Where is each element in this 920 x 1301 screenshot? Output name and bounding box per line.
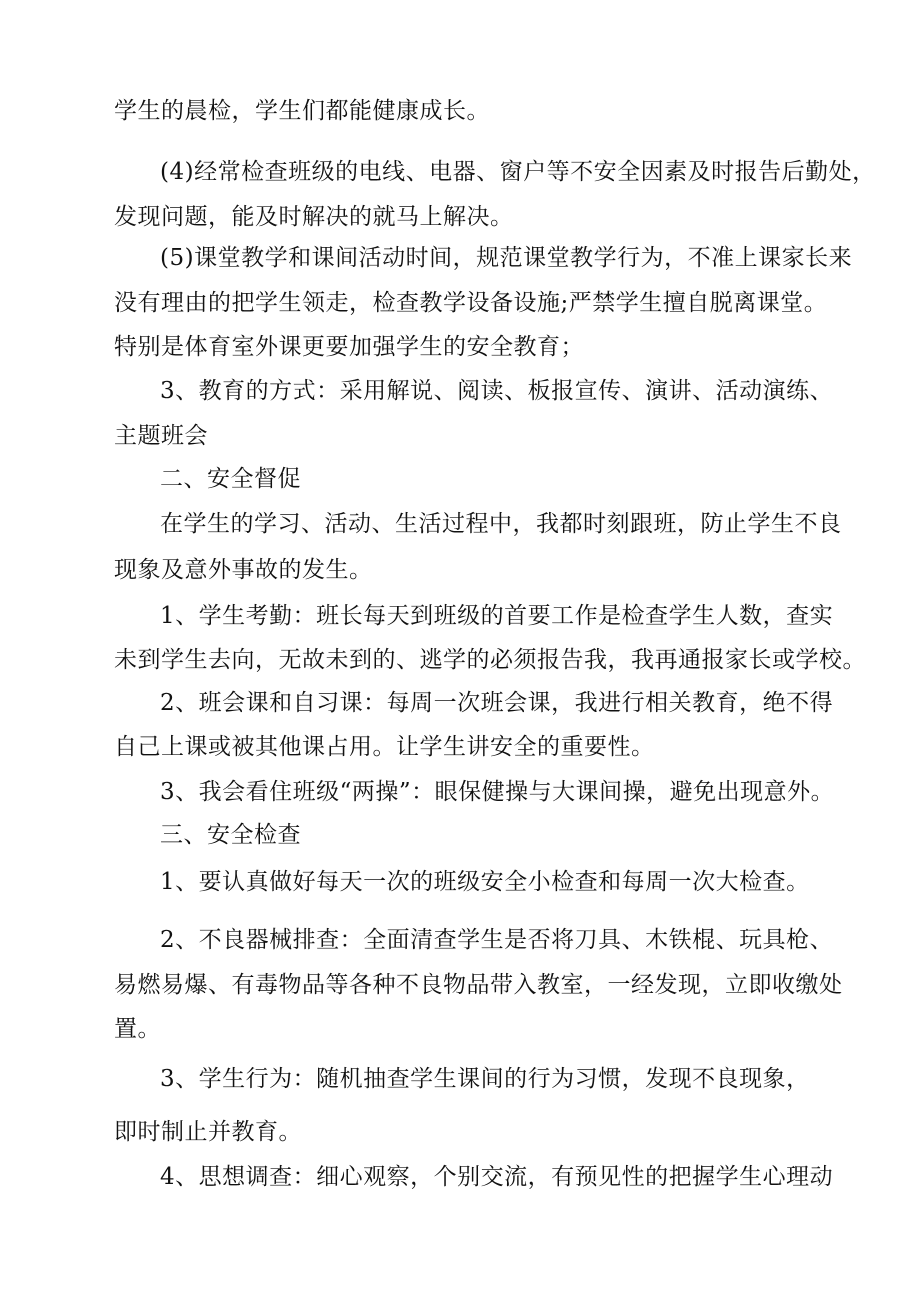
section-heading: 三、安全检查 xyxy=(160,822,301,848)
section-heading: 二、安全督促 xyxy=(160,466,301,492)
text-line: 2、班会课和自习课：每周一次班会课，我进行相关教育，绝不得 xyxy=(160,690,834,716)
text-line: 未到学生去向，无故未到的、逃学的必须报告我，我再通报家长或学校。 xyxy=(114,647,866,673)
text-line: (4)经常检查班级的电线、电器、窗户等不安全因素及时报告后勤处， xyxy=(160,159,876,185)
text-line: 没有理由的把学生领走，检查教学设备设施;严禁学生擅自脱离课堂。 xyxy=(114,290,828,316)
text-line: 易燃易爆、有毒物品等各种不良物品带入教室，一经发现，立即收缴处 xyxy=(114,972,843,998)
text-line: 3、我会看住班级“两操”：眼保健操与大课间操，避免出现意外。 xyxy=(160,779,835,805)
text-line: 学生的晨检，学生们都能健康成长。 xyxy=(114,98,490,124)
text-line: 置。 xyxy=(114,1016,161,1042)
text-line: 4、思想调查：细心观察，个别交流，有预见性的把握学生心理动 xyxy=(160,1164,834,1190)
text-line: 即时制止并教育。 xyxy=(114,1119,302,1145)
text-line: 3、教育的方式：采用解说、阅读、板报宣传、演讲、活动演练、 xyxy=(160,378,834,404)
text-line: 2、不良器械排查：全面清查学生是否将刀具、木铁棍、玩具枪、 xyxy=(160,927,834,953)
text-line: 发现问题，能及时解决的就马上解决。 xyxy=(114,204,514,230)
text-line: (5)课堂教学和课间活动时间，规范课堂教学行为，不准上课家长来 xyxy=(160,245,853,271)
text-line: 在学生的学习、活动、生活过程中，我都时刻跟班，防止学生不良 xyxy=(160,511,842,537)
text-line: 3、学生行为：随机抽查学生课间的行为习惯，发现不良现象， xyxy=(160,1066,810,1092)
text-line: 1、学生考勤：班长每天到班级的首要工作是检查学生人数，查实 xyxy=(160,603,834,629)
text-line: 特别是体育室外课更要加强学生的安全教育； xyxy=(114,334,584,360)
text-line: 主题班会 xyxy=(114,423,208,449)
text-line: 自己上课或被其他课占用。让学生讲安全的重要性。 xyxy=(114,734,655,760)
text-line: 现象及意外事故的发生。 xyxy=(114,557,373,583)
text-line: 1、要认真做好每天一次的班级安全小检查和每周一次大检查。 xyxy=(160,869,810,895)
